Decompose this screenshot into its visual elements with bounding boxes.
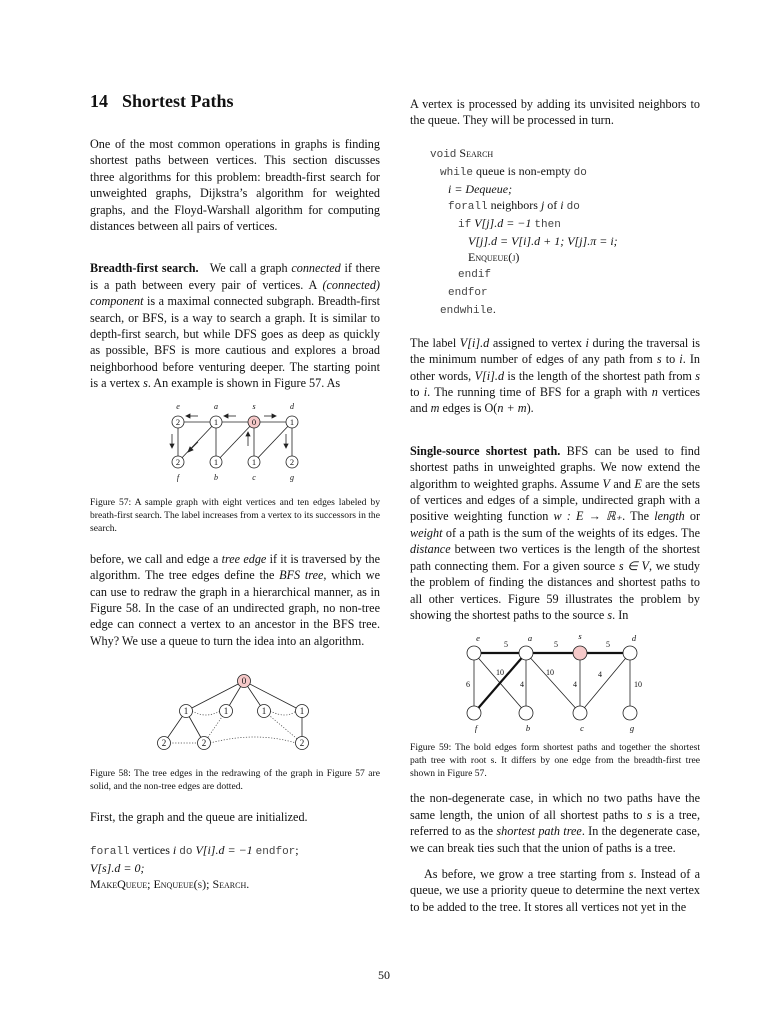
fig59-label-s: s [578, 631, 582, 642]
fig59-w-ef: 6 [466, 680, 470, 690]
fig59-label-g: g [629, 723, 635, 734]
nondegenerate-paragraph: the non-degenerate case, in which no two paths have the same length, the union of all shortest paths to s is a tree, referred to as the shortest path tree. In the degenerate case, we can break ties such that the union of paths is a tree. [410, 791, 701, 855]
fig59-w-sd: 5 [606, 640, 610, 650]
fig58-l2-2: 2 [299, 738, 305, 749]
fig57-value-e: 2 [175, 416, 181, 427]
figure-59-weighted-graph [410, 631, 700, 734]
fig59-label-d: d [631, 633, 637, 644]
fig59-label-f: f [474, 723, 478, 734]
fig59-label-c: c [580, 723, 584, 734]
fig59-w-eb: 10 [496, 668, 504, 678]
fig57-label-a: a [214, 401, 218, 411]
fig59-w-ac: 10 [546, 668, 554, 678]
fig58-l1-0: 1 [183, 706, 189, 717]
init-code: forall vertices i do V[i].d = −1 endfor; V[s].d = 0; MakeQueue; Enqueue(s); Search. [90, 842, 299, 891]
fig59-w-dc: 4 [598, 670, 602, 680]
fig58-l2-1: 2 [201, 738, 207, 749]
fig57-value-c: 1 [251, 456, 257, 467]
section-number: 14 [90, 91, 108, 111]
fig57-value-g: 2 [289, 456, 295, 467]
sssp-paragraph: Single-source shortest path. BFS can be used to find shortest paths in unweighted graphs. We now extend the algorithm to weighted graphs. Assume V and E are the sets of vertices and edges of a simple, undirected graph with a positive weighting function w : E → ℝ₊. The length or weight of a path is the sum of the weights of its edges. The distance between two vertices is the length of the shortest path connecting them. For a given source s ∈ V, we study the problem of finding the distances and shortest paths to all other vertices. Figure 59 illustrates the problem by showing the shortest paths to the source s. In [410, 443, 701, 622]
fig58-l1-3: 1 [299, 706, 305, 717]
bfs-paragraph: Breadth-first search. We call a graph connected if there is a path between every pair of vertices. A (connected) component is a maximal connected subgraph. Breadth-first search, or BFS, is a way to search a graph. It is similar to depth-first search, but while DFS goes as deep as quickly as possible, BFS is more cautious and explores a broad neighborhood before venturing deeper. The starting point is a vertex s. An example is shown in Figure 57. As [90, 261, 380, 391]
fig57-label-s: s [252, 401, 256, 411]
fig59-label-a: a [527, 633, 533, 644]
fig58-l1-1: 1 [223, 706, 229, 717]
fig58-root: 0 [241, 676, 247, 687]
fig59-label-e: e [476, 633, 480, 644]
search-code: void Search while queue is non-empty do i = Dequeue; forall neighbors j of i do if V[j].d = −1 then V[j].d = V[i].d + 1; V[j].π = i; Enqueue(j) endif endfor endwhile. [430, 145, 618, 317]
fig59-w-dg: 10 [634, 680, 642, 690]
figure-59-caption: Figure 59: The bold edges form shortest paths and together the shortest path tree with root s. It differs by one edge from the breadth-first tree shown in Figure 57. [410, 742, 700, 780]
priority-queue-paragraph: As before, we grow a tree starting from s. Instead of a queue, we use a priority queue to determine the next vertex to be added to the tree. It stores all vertices not yet in the [410, 866, 700, 914]
fig57-value-f: 2 [175, 456, 181, 467]
section-heading [90, 90, 380, 112]
fig57-value-b: 1 [213, 456, 219, 467]
section-title: Shortest Paths [122, 91, 234, 111]
figure-57-caption: Figure 57: A sample graph with eight vertices and ten edges labeled by breath-first search. The label increases from a vertex to its successors in the search. [90, 496, 380, 534]
fig58-l2-0: 2 [161, 738, 167, 749]
fig57-label-b: b [214, 472, 218, 482]
fig59-label-b: b [525, 723, 531, 734]
figure-58-caption: Figure 58: The tree edges in the redrawing of the graph in Figure 57 are solid, and the non-tree edges are dotted. [90, 768, 380, 793]
figure-57-graph [90, 401, 380, 482]
bfs-heading: Breadth-first search. [90, 261, 199, 276]
fig59-w-as: 5 [554, 640, 558, 650]
fig58-l1-2: 1 [261, 706, 267, 717]
right-column [410, 96, 700, 915]
intro-paragraph: One of the most common operations in graphs is finding shortest paths between vertices. This section discusses three algorithms for this problem: breadth-first search for unweighted graphs, Dijkstra’s algorithm for weighted graphs, and the Floyd-Warshall algorithm for computing distances between all pairs of vertices. [90, 137, 380, 234]
fig59-w-sc: 4 [573, 680, 577, 690]
page-number: 50 [378, 968, 390, 982]
left-column [90, 90, 380, 892]
tree-edge-paragraph: before, we call and edge a tree edge if it is traversed by the algorithm. The tree edges define the BFS tree, which we can use to redraw the graph in a hierarchical manner, as in Figure 58. In the case of an undirected graph, no non-tree edge can connect a vertex to an ancestor in the BFS tree. Why? We use a queue to turn the idea into an algorithm. [90, 551, 381, 648]
sssp-heading: Single-source shortest path. [410, 443, 561, 458]
fig57-label-f: f [176, 472, 180, 482]
fig57-label-e: e [176, 401, 180, 411]
fig59-w-ea: 5 [504, 640, 508, 650]
fig57-label-c: c [252, 472, 256, 482]
fig57-value-a: 1 [213, 416, 219, 427]
init-paragraph: First, the graph and the queue are initialized. [90, 810, 308, 825]
fig59-w-ab: 4 [520, 680, 524, 690]
fig57-label-g: g [290, 472, 294, 482]
fig57-value-d: 1 [289, 416, 295, 427]
fig57-label-d: d [290, 401, 294, 411]
figure-58-tree [90, 671, 380, 751]
label-paragraph: The label V[i].d assigned to vertex i during the traversal is the minimum number of edges of any path from s to i. In other words, V[i].d is the length of the shortest path from s to i. The running time of BFS for a graph with n vertices and m edges is O(n + m). [410, 335, 701, 416]
fig57-value-s: 0 [251, 416, 257, 427]
right-intro-paragraph: A vertex is processed by adding its unvisited neighbors to the queue. They will be processed in turn. [410, 97, 700, 128]
